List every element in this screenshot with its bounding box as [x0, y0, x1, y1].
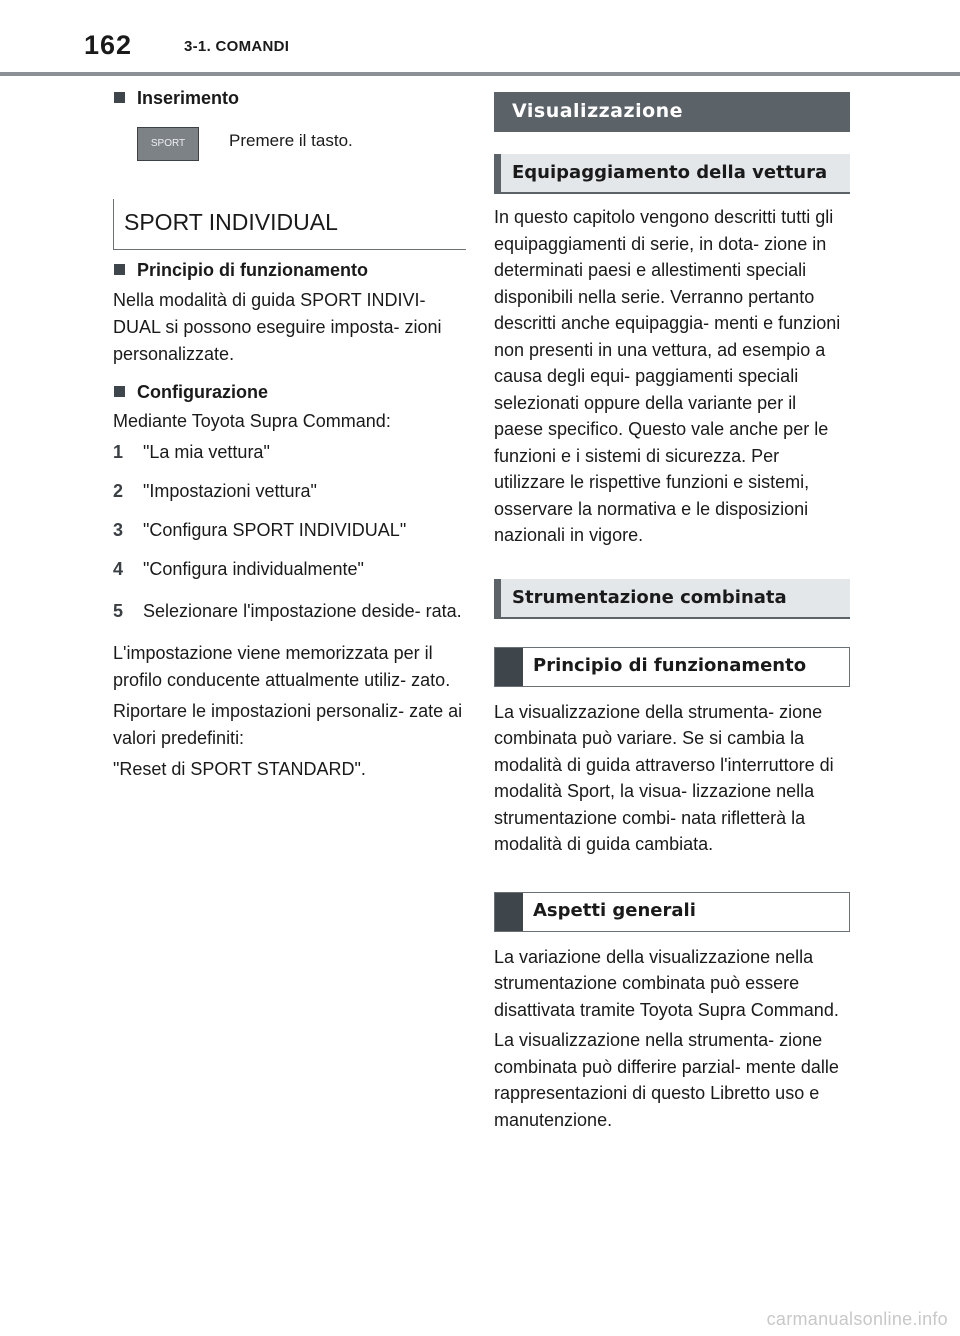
chapter-title: 3-1. COMANDI	[184, 38, 290, 55]
aspetti-banner: Aspetti generali	[494, 892, 850, 932]
step-number: 4	[113, 559, 124, 579]
step-item	[113, 517, 466, 544]
equipaggiamento-banner: Equipaggiamento della vettura	[494, 154, 850, 194]
button-caption: Premere il tasto.	[229, 131, 353, 150]
page-header	[0, 0, 960, 78]
step-number: 5	[113, 601, 124, 621]
principio-text-right: La visualizzazione della strumenta- zione combinata può variare. Se si cambia la modalità di guida attraverso l'interruttore di modalità Sport, la visua- lizzazione nella strumentazione combi- nata rifletterà la modalità di guida cambiata.	[494, 701, 834, 854]
configurazione-heading: Configurazione	[113, 382, 466, 403]
strumentazione-banner: Strumentazione combinata	[494, 579, 850, 619]
step-item	[113, 478, 466, 505]
principio-heading-left: Principio di funzionamento	[113, 260, 466, 281]
step-item	[113, 439, 466, 466]
step-item	[113, 595, 466, 628]
visualizzazione-banner: Visualizzazione	[494, 92, 850, 132]
aspetti-text-2: La visualizzazione nella strumenta- zione combinata può differire parzial- mente dalle rappresentazioni di questo Libretto uso e manutenzione.	[494, 1030, 839, 1130]
inserimento-heading: Inserimento	[113, 88, 466, 109]
principio-banner-right: Principio di funzionamento	[494, 647, 850, 687]
step-number: 2	[113, 481, 124, 501]
sport-button[interactable]: SPORT	[137, 127, 199, 161]
sport-button-row	[113, 87, 466, 181]
page-number: 162	[84, 30, 133, 60]
configurazione-intro: Mediante Toyota Supra Command:	[113, 411, 391, 431]
right-column	[494, 92, 850, 1133]
step-number: 3	[113, 520, 124, 540]
reset-text: Riportare le impostazioni personaliz- zate ai valori predefiniti:	[113, 701, 463, 748]
memo-text: L'impostazione viene memorizzata per il profilo conducente attualmente utiliz- zato.	[113, 643, 451, 690]
equipaggiamento-text: In questo capitolo vengono descritti tutti gli equipaggiamenti di serie, in dota- zione in determinati paesi e allestimenti speciali disponibili nella serie. Verranno pertanto descritti anche equipaggia- menti e funzioni non presenti in una vettura, ad esempio a causa degli equi- paggiamenti speciali selezionati oppure della variante per il paese specifico. Questo vale anche per le funzioni e i sistemi di sicurezza. Per utilizzare le rispettive funzioni e sistemi, osservare la normativa e le disposizioni nazionali in vigore.	[494, 207, 841, 545]
step-text: "Configura individualmente"	[143, 559, 364, 579]
sport-individual-title: SPORT INDIVIDUAL	[124, 209, 338, 235]
step-text: "La mia vettura"	[143, 442, 270, 462]
config-steps	[113, 439, 466, 628]
step-text: "Impostazioni vettura"	[143, 481, 317, 501]
step-item	[113, 556, 466, 583]
reset-value: "Reset di SPORT STANDARD".	[113, 759, 366, 779]
step-text: "Configura SPORT INDIVIDUAL"	[143, 520, 407, 540]
step-number: 1	[113, 442, 124, 462]
step-text: Selezionare l'impostazione deside- rata.	[143, 601, 462, 621]
watermark: carmanualsonline.info	[766, 1309, 948, 1329]
left-column	[113, 86, 466, 783]
principio-text-left: Nella modalità di guida SPORT INDIVI- DUAL si possono eseguire imposta- zioni personalizzate.	[113, 290, 442, 364]
header-rule	[0, 72, 960, 76]
sport-individual-title-box	[113, 199, 466, 250]
aspetti-text-1: La variazione della visualizzazione nella strumentazione combinata può essere disattivata tramite Toyota Supra Command.	[494, 946, 839, 1020]
